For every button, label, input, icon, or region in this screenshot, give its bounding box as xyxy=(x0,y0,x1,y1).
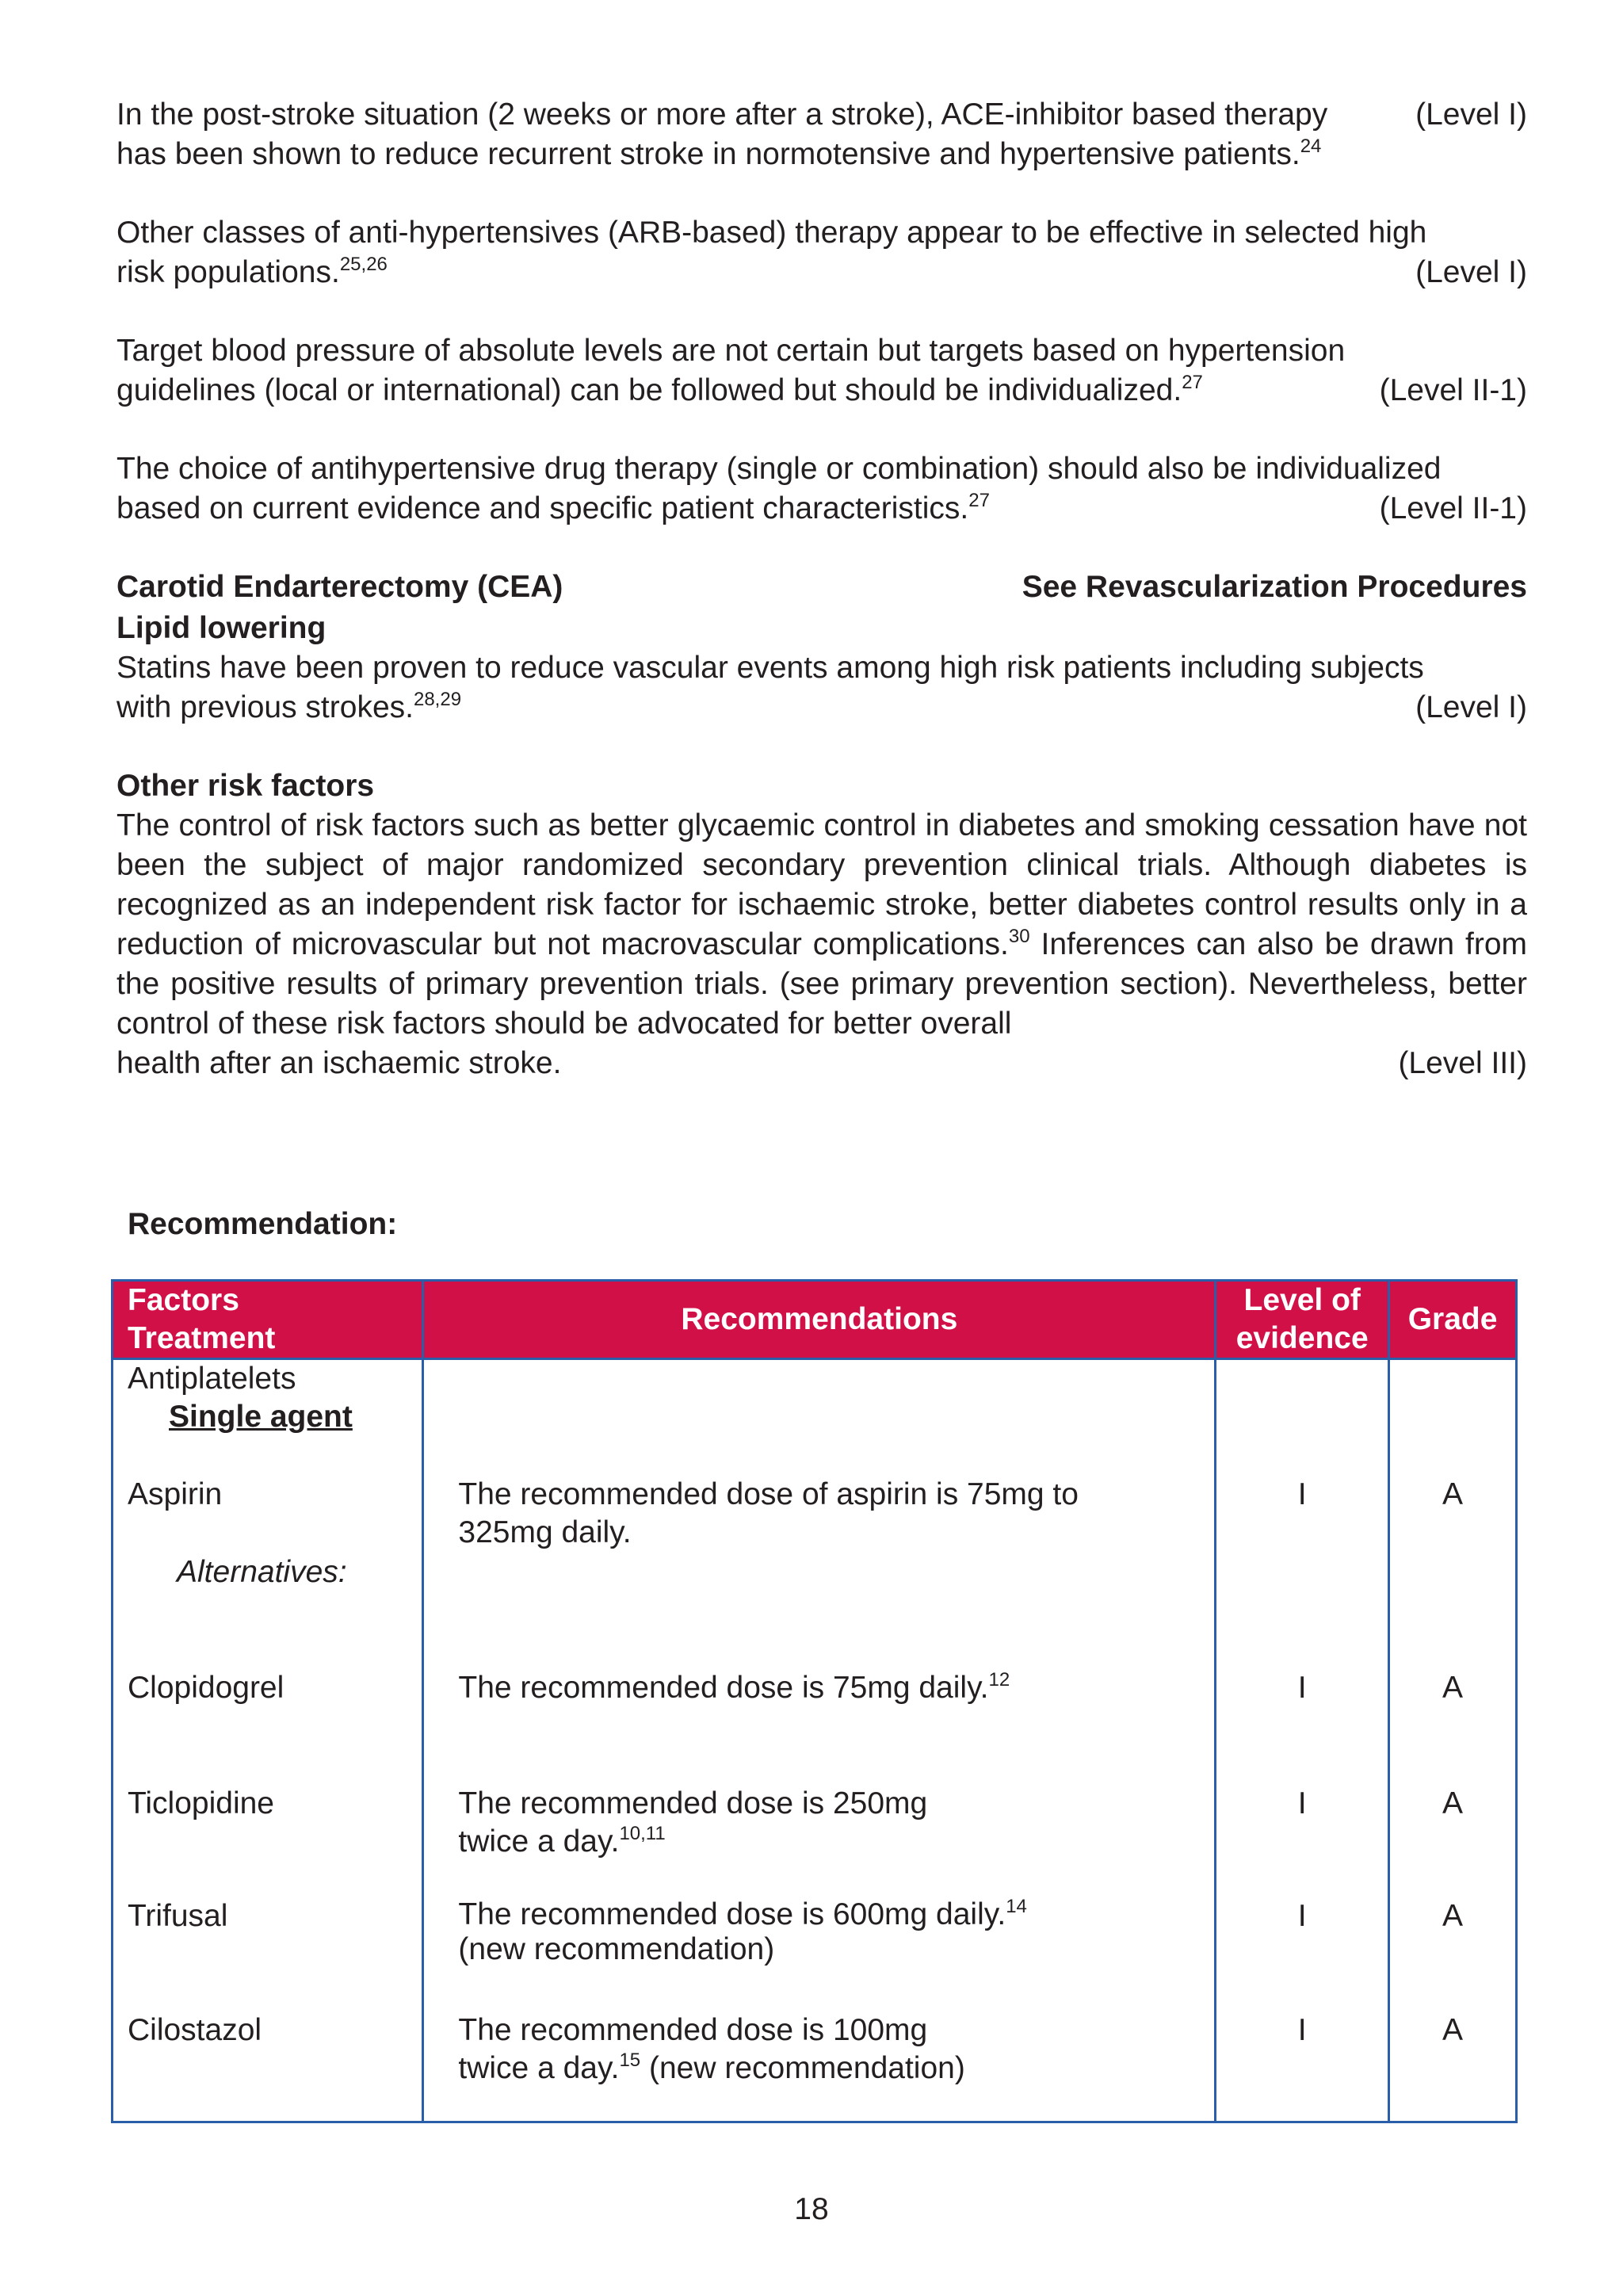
evidence-level: (Level III) xyxy=(1398,1046,1527,1080)
recommendation-text xyxy=(458,1785,927,1861)
paragraph-ace-inhibitor xyxy=(116,95,1527,174)
paragraph-text: Inferences can also be drawn from the positive results of primary prevention trials. (see primary prevention section). Nevertheless, better control of these risk factors should be advocated for better overall xyxy=(116,927,1528,1041)
section-lipid-lowering xyxy=(116,609,1527,728)
recommendation-line: The recommended dose of aspirin is 75mg to xyxy=(458,1477,1079,1511)
header-level-of-evidence xyxy=(1216,1281,1389,1359)
level-value: I xyxy=(1297,2013,1307,2047)
level-column xyxy=(1216,1359,1389,2122)
paragraph-text: Target blood pressure of absolute levels are not certain but targets based on hypertension xyxy=(116,334,1346,368)
citation-sup: 28,29 xyxy=(413,689,462,710)
grade-value: A xyxy=(1442,1899,1464,1933)
evidence-level: (Level I) xyxy=(1415,97,1527,132)
paragraph-text: with previous strokes. xyxy=(116,690,414,724)
paragraph-text: In the post-stroke situation (2 weeks or more after a stroke), ACE-inhibitor based therapy has been shown to reduce recurrent stroke in normotensive and hypertensive patients. xyxy=(116,97,1328,171)
recommendation-title: Recommendation: xyxy=(128,1207,398,1241)
grade-value: A xyxy=(1442,1786,1464,1820)
factor-name: Cilostazol xyxy=(128,2013,262,2047)
paragraph-text: risk populations. xyxy=(116,255,340,289)
recommendation-line: The recommended dose is 75mg daily. xyxy=(458,1671,989,1705)
factor-name: Ticlopidine xyxy=(128,1786,274,1820)
recommendation-line: (new recommendation) xyxy=(458,1932,775,1966)
header-factors-treatment xyxy=(113,1281,423,1359)
paragraph-text: guidelines (local or international) can be followed but should be individualized. xyxy=(116,373,1182,407)
paragraph-text: Other classes of anti-hypertensives (ARB-based) therapy appear to be effective in selected high xyxy=(116,216,1427,250)
header-grade: Grade xyxy=(1389,1281,1517,1359)
header-text: evidence xyxy=(1235,1321,1369,1355)
citation-sup: 24 xyxy=(1300,136,1322,157)
level-value: I xyxy=(1297,1786,1307,1820)
level-value: I xyxy=(1297,1899,1307,1933)
recommendation-line: The recommended dose is 600mg daily. xyxy=(458,1897,1006,1931)
page-number: 18 xyxy=(794,2192,829,2226)
section-other-risk-factors xyxy=(116,766,1527,1083)
citation-sup: 27 xyxy=(968,490,990,511)
header-recommendations: Recommendations xyxy=(423,1281,1216,1359)
recommendation-text xyxy=(458,1669,1010,1707)
table-row xyxy=(113,1359,1517,2122)
header-text: Treatment xyxy=(128,1321,276,1355)
factor-name: Aspirin xyxy=(128,1477,223,1511)
recommendation-line: 325mg daily. xyxy=(458,1515,632,1549)
header-text: Level of xyxy=(1243,1283,1361,1317)
recommendation-text xyxy=(458,1897,1027,1967)
header-text: Factors xyxy=(128,1283,239,1317)
group-label: Antiplatelets xyxy=(128,1362,296,1396)
paragraph-text: The choice of antihypertensive drug therapy (single or combination) should also be individualized xyxy=(116,452,1442,486)
recommendation-line: twice a day. xyxy=(458,1824,620,1859)
evidence-level: (Level I) xyxy=(1415,255,1527,289)
evidence-level: (Level II-1) xyxy=(1379,491,1527,525)
recommendation-line: The recommended dose is 100mg xyxy=(458,2013,928,2047)
paragraph-text: health after an ischaemic stroke. xyxy=(116,1046,562,1080)
evidence-level: (Level II-1) xyxy=(1379,373,1527,407)
level-value: I xyxy=(1297,1477,1307,1511)
alternatives-label: Alternatives: xyxy=(177,1555,347,1589)
citation-sup: 10,11 xyxy=(619,1823,666,1844)
section-heading: Other risk factors xyxy=(116,769,375,803)
grade-value: A xyxy=(1442,1671,1464,1705)
paragraph-target-bp xyxy=(116,331,1527,411)
recommendation-text xyxy=(458,1476,1079,1552)
citation-sup: 25,26 xyxy=(339,254,388,275)
cea-heading-row xyxy=(116,567,1527,607)
factor-name: Trifusal xyxy=(128,1899,228,1933)
recommendation-table xyxy=(111,1279,1518,2123)
factors-column xyxy=(113,1359,423,2122)
page-body xyxy=(116,95,1527,1122)
cea-heading: Carotid Endarterectomy (CEA) xyxy=(116,570,563,604)
recommendation-line: (new recommendation) xyxy=(640,2051,965,2085)
paragraph-text: based on current evidence and specific patient characteristics. xyxy=(116,491,969,525)
citation-sup: 12 xyxy=(988,1669,1010,1690)
table-header-row xyxy=(113,1281,1517,1359)
citation-sup: 27 xyxy=(1182,372,1203,393)
evidence-level: (Level I) xyxy=(1415,690,1527,724)
paragraph-arb-therapy xyxy=(116,213,1527,292)
paragraph-text: Statins have been proven to reduce vascular events among high risk patients including subjects xyxy=(116,651,1424,685)
paragraph-text: The control of risk factors such as better glycaemic control in diabetes and smoking cessation have not been the subject of major randomized secondary prevention clinical trials. Although diabetes is recognized as an independent risk factor for ischaemic stroke, better diabetes control results only in a reduction of microvascular but not macrovascular complications. xyxy=(116,808,1527,961)
citation-sup: 15 xyxy=(619,2050,641,2071)
citation-sup: 30 xyxy=(1008,926,1030,947)
grade-value: A xyxy=(1442,2013,1464,2047)
factor-name: Clopidogrel xyxy=(128,1671,285,1705)
subgroup-label: Single agent xyxy=(169,1400,353,1434)
paragraph-drug-choice xyxy=(116,449,1527,529)
recommendation-line: twice a day. xyxy=(458,2051,620,2085)
paragraph-statins xyxy=(116,648,1527,728)
recommendation-text xyxy=(458,2011,964,2088)
citation-sup: 14 xyxy=(1006,1896,1027,1917)
section-heading: Lipid lowering xyxy=(116,611,327,645)
grade-value: A xyxy=(1442,1477,1464,1511)
paragraph-other-risk xyxy=(116,806,1527,1083)
grade-column xyxy=(1389,1359,1517,2122)
cea-cross-reference: See Revascularization Procedures xyxy=(1022,570,1527,604)
level-value: I xyxy=(1297,1671,1307,1705)
recommendations-column xyxy=(423,1359,1216,2122)
recommendation-line: The recommended dose is 250mg xyxy=(458,1786,928,1820)
